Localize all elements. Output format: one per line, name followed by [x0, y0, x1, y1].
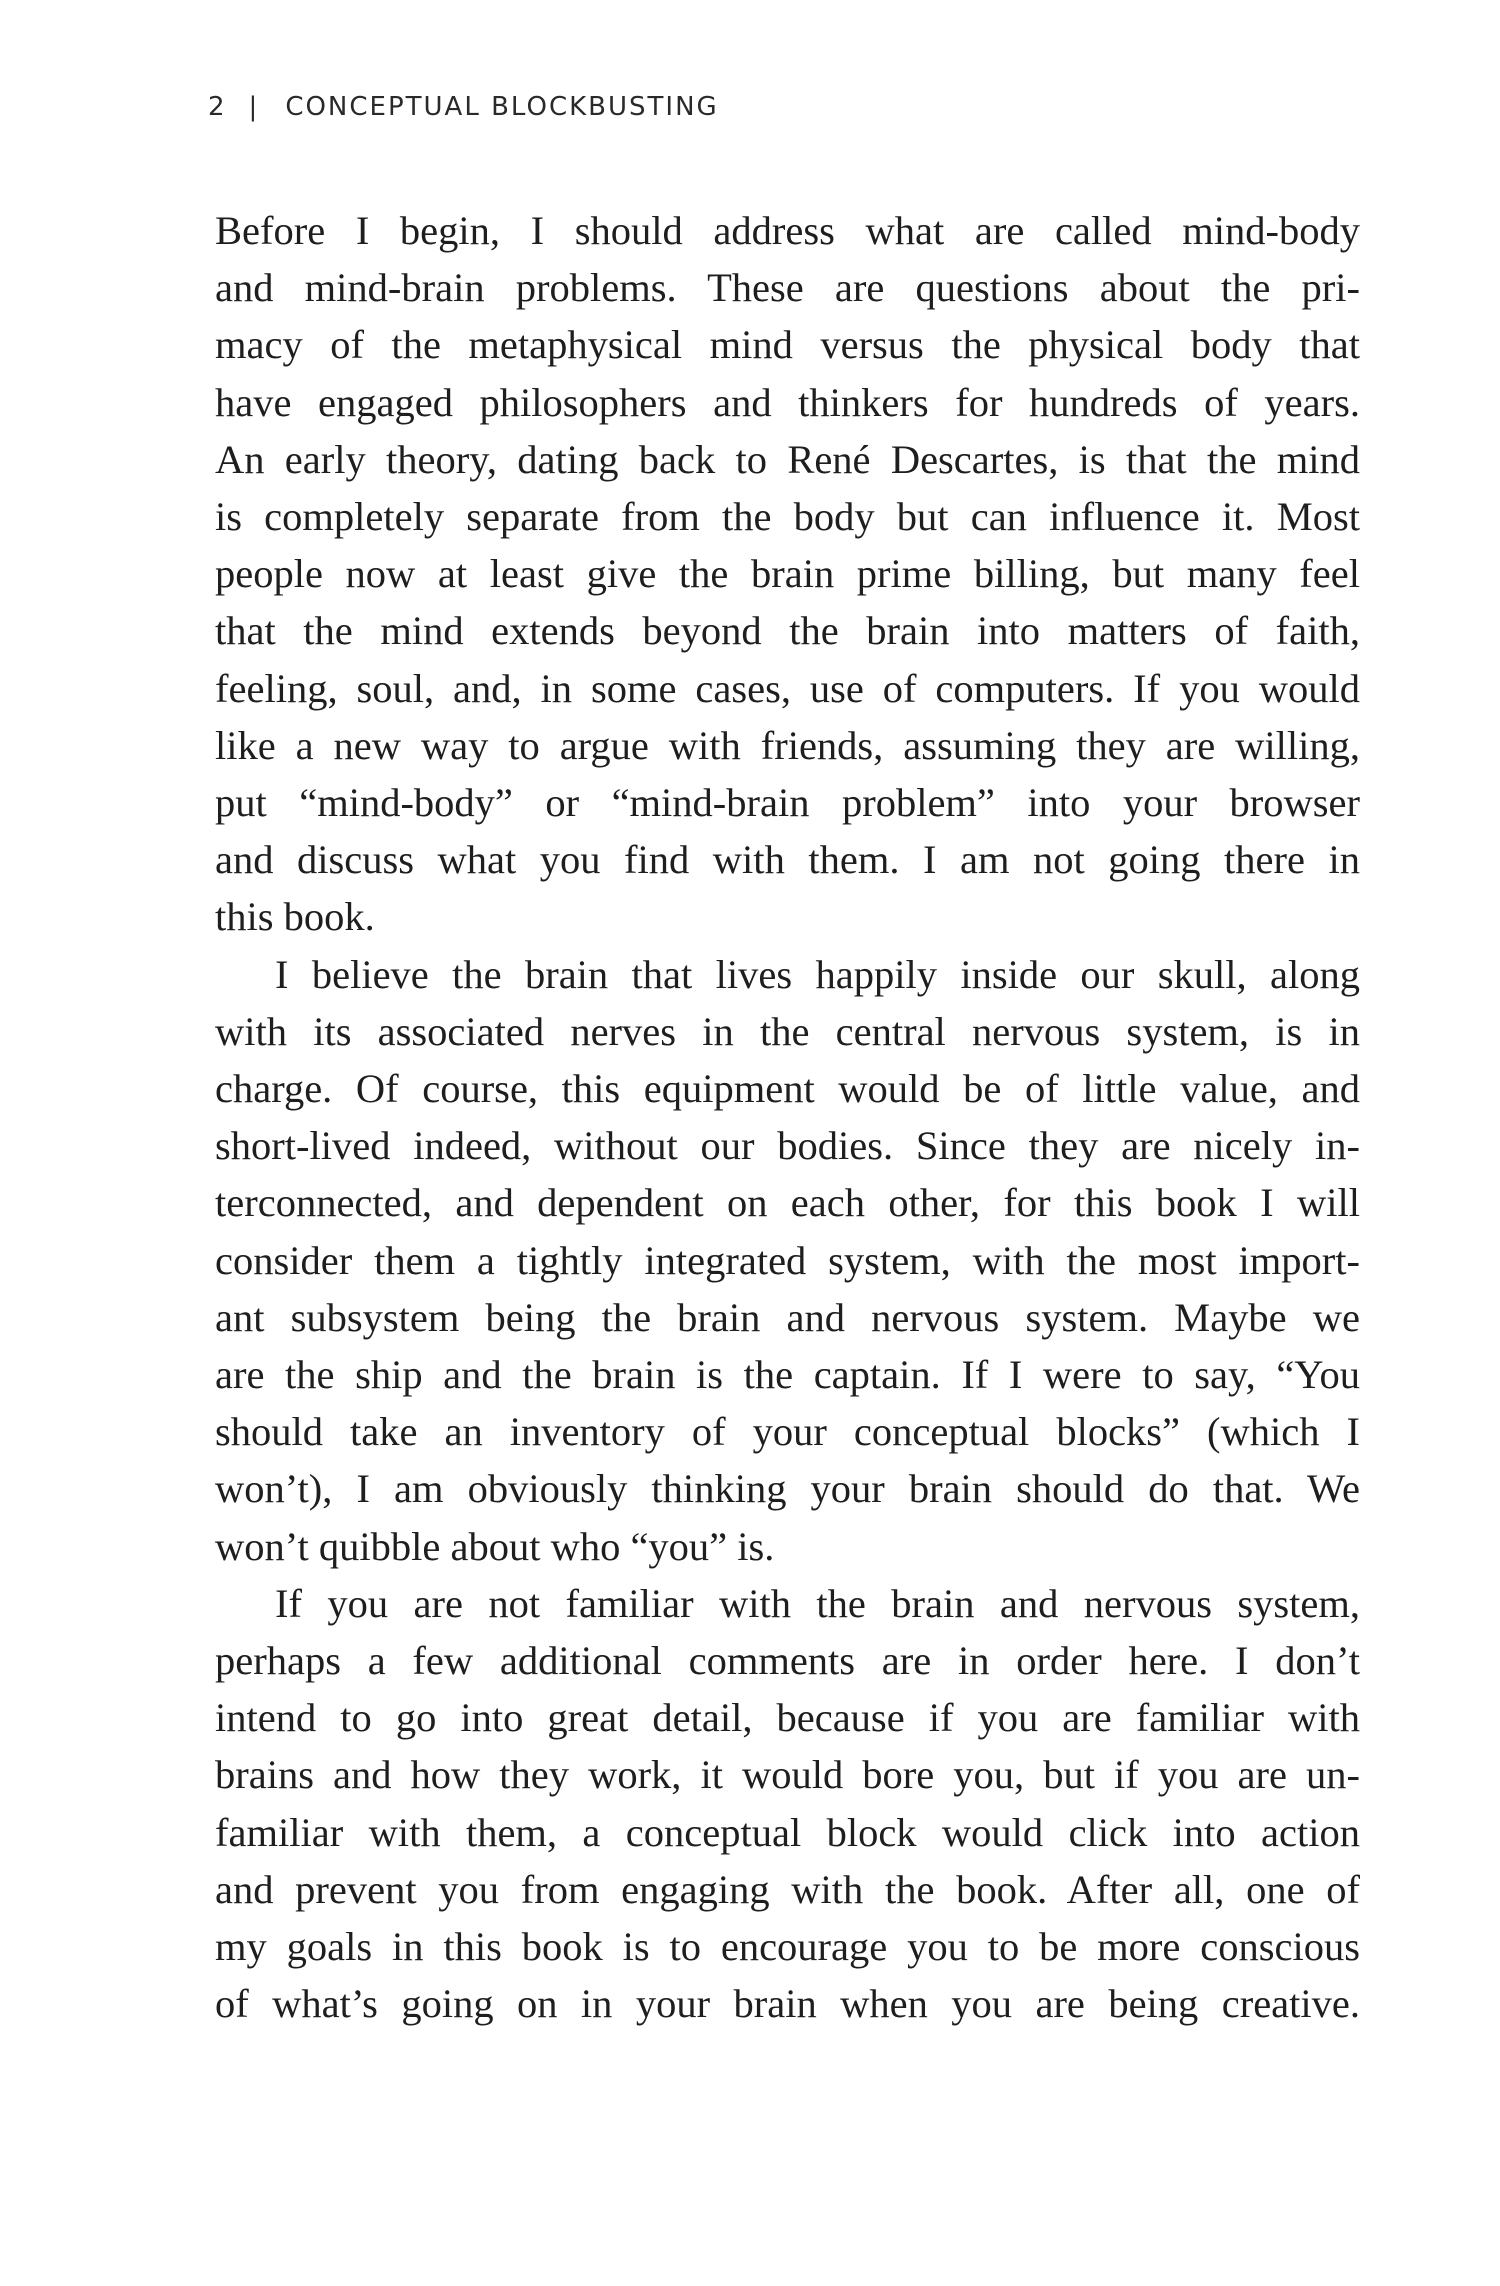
text-line: ant subsystem being the brain and nervous system. Maybe we	[215, 1294, 1360, 1340]
text-line: is completely separate from the body but can influence it. Most	[215, 494, 1360, 540]
text-line: have engaged philosophers and thinkers for hundreds of years.	[215, 379, 1360, 425]
text-line: I believe the brain that lives happily inside our skull, along	[275, 951, 1360, 997]
text-line: put “mind-body” or “mind-brain problem” into your browser	[215, 780, 1360, 826]
text-line: should take an inventory of your conceptual blocks” (which I	[215, 1409, 1360, 1455]
text-line: with its associated nerves in the central nervous system, is in	[215, 1008, 1360, 1054]
text-line: won’t), I am obviously thinking your brain should do that. We	[215, 1466, 1360, 1512]
text-line: terconnected, and dependent on each other, for this book I will	[215, 1180, 1360, 1226]
text-line: of what’s going on in your brain when you are being creative.	[215, 1981, 1360, 2027]
running-header	[208, 92, 719, 122]
text-line: An early theory, dating back to René Descartes, is that the mind	[215, 436, 1360, 482]
body-text	[215, 202, 1360, 2033]
text-line: charge. Of course, this equipment would be of little value, and	[215, 1066, 1360, 1112]
text-line: my goals in this book is to encourage you to be more conscious	[215, 1924, 1360, 1970]
text-line: and mind-brain problems. These are questions about the pri-	[215, 265, 1360, 311]
text-line: this book.	[215, 894, 375, 940]
paragraph-3	[215, 1575, 1360, 2033]
text-line: consider them a tightly integrated system, with the most import-	[215, 1237, 1360, 1283]
text-line: that the mind extends beyond the brain into matters of faith,	[215, 608, 1360, 654]
text-line: won’t quibble about who “you” is.	[215, 1523, 775, 1569]
paragraph-2	[215, 946, 1360, 1575]
running-title: CONCEPTUAL BLOCKBUSTING	[285, 92, 719, 122]
text-line: are the ship and the brain is the captain. If I were to say, “You	[215, 1352, 1360, 1398]
text-line: intend to go into great detail, because if you are familiar with	[215, 1695, 1360, 1741]
text-line: If you are not familiar with the brain and nervous system,	[275, 1580, 1360, 1626]
text-line: short-lived indeed, without our bodies. Since they are nicely in-	[215, 1123, 1360, 1169]
text-line: brains and how they work, it would bore you, but if you are un-	[215, 1752, 1360, 1798]
text-line: macy of the metaphysical mind versus the physical body that	[215, 322, 1360, 368]
header-separator: |	[248, 92, 260, 122]
text-line: and discuss what you find with them. I am not going there in	[215, 837, 1360, 883]
page-number: 2	[208, 92, 227, 122]
text-line: feeling, soul, and, in some cases, use of computers. If you would	[215, 665, 1360, 711]
text-line: familiar with them, a conceptual block would click into action	[215, 1809, 1360, 1855]
text-line: perhaps a few additional comments are in order here. I don’t	[215, 1638, 1360, 1684]
paragraph-1	[215, 202, 1360, 946]
text-line: and prevent you from engaging with the book. After all, one of	[215, 1866, 1360, 1912]
text-line: people now at least give the brain prime billing, but many feel	[215, 551, 1360, 597]
text-line: like a new way to argue with friends, assuming they are willing,	[215, 722, 1360, 768]
text-line: Before I begin, I should address what are called mind-body	[215, 208, 1360, 253]
